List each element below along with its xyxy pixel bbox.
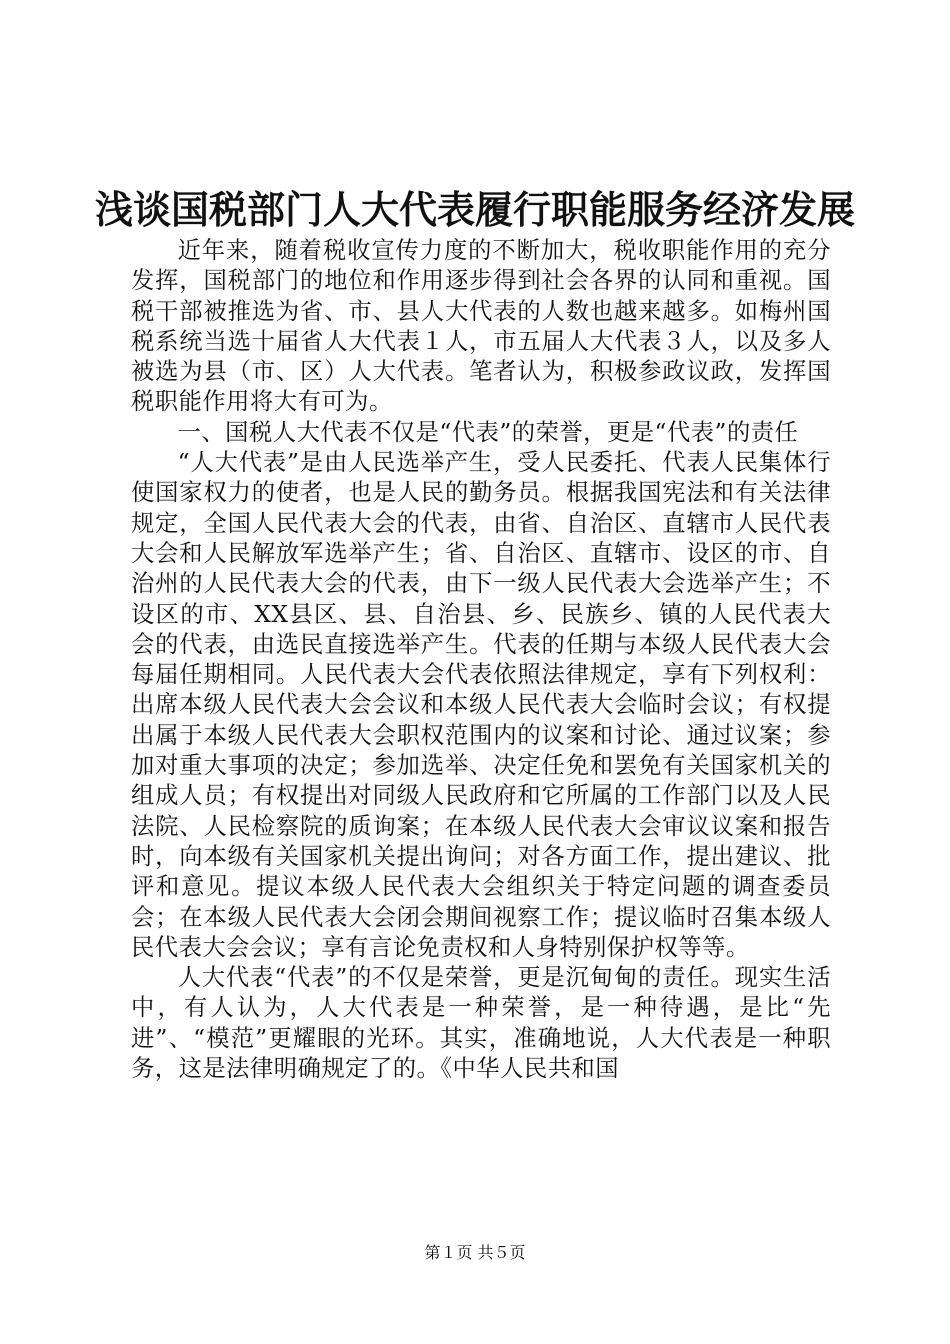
page-number: 第１页 共５页	[424, 1243, 526, 1262]
document-title: 浅谈国税部门人大代表履行职能服务经济发展	[94, 187, 855, 232]
paragraph-rights: “人大代表”是由人民选举产生，受人民委托、代表人民集体行使国家权力的使者，也是人民的勤务员。根据我国宪法和有关法律规定，全国人民代表大会的代表，由省、自治区、直辖市人民代表大会和人民解放军选举产生；省、自治区、直辖市、设区的市、自治州的人民代表大会的代表，由下一级人民代表大会选举产生；不设区的市、XX县区、县、自治县、乡、民族乡、镇的人民代表大会的代表，由选民直接选举产生。代表的任期与本级人民代表大会每届任期相同。人民代表大会代表依照法律规定，享有下列权利：出席本级人民代表大会会议和本级人民代表大会临时会议；有权提出属于本级人民代表大会职权范围内的议案和讨论、通过议案；参加对重大事项的决定；参加选举、决定任免和罢免有关国家机关的组成人员；有权提出对同级人民政府和它所属的工作部门以及人民法院、人民检察院的质询案；在本级人民代表大会审议议案和报告时，向本级有关国家机关提出询问；对各方面工作，提出建议、批评和意见。提议本级人民代表大会组织关于特定问题的调查委员会；在本级人民代表大会闭会期间视察工作；提议临时召集本级人民代表大会会议；享有言论免责权和人身特别保护权等等。	[131, 449, 831, 961]
paragraph-responsibility: 人大代表“代表”的不仅是荣誉，更是沉甸甸的责任。现实生活中，有人认为，人大代表是一种荣誉，是一种待遇，是比“先进”、“模范”更耀眼的光环。其实，准确地说，人大代表是一种职务，这是法律明确规定了的。《中华人民共和国	[131, 964, 831, 1083]
section-heading-1: 一、国税人大代表不仅是“代表”的荣誉，更是“代表”的责任	[177, 418, 799, 446]
document-body	[131, 236, 831, 1084]
paragraph-intro: 近年来，随着税收宣传力度的不断加大，税收职能作用的充分发挥，国税部门的地位和作用逐步得到社会各界的认同和重视。国税干部被推选为省、市、县人大代表的人数也越来越多。如梅州国税系统当选十届省人大代表１人，市五届人大代表３人，以及多人被选为县（市、区）人大代表。笔者认为，积极参政议政，发挥国税职能作用将大有可为。	[131, 237, 831, 416]
